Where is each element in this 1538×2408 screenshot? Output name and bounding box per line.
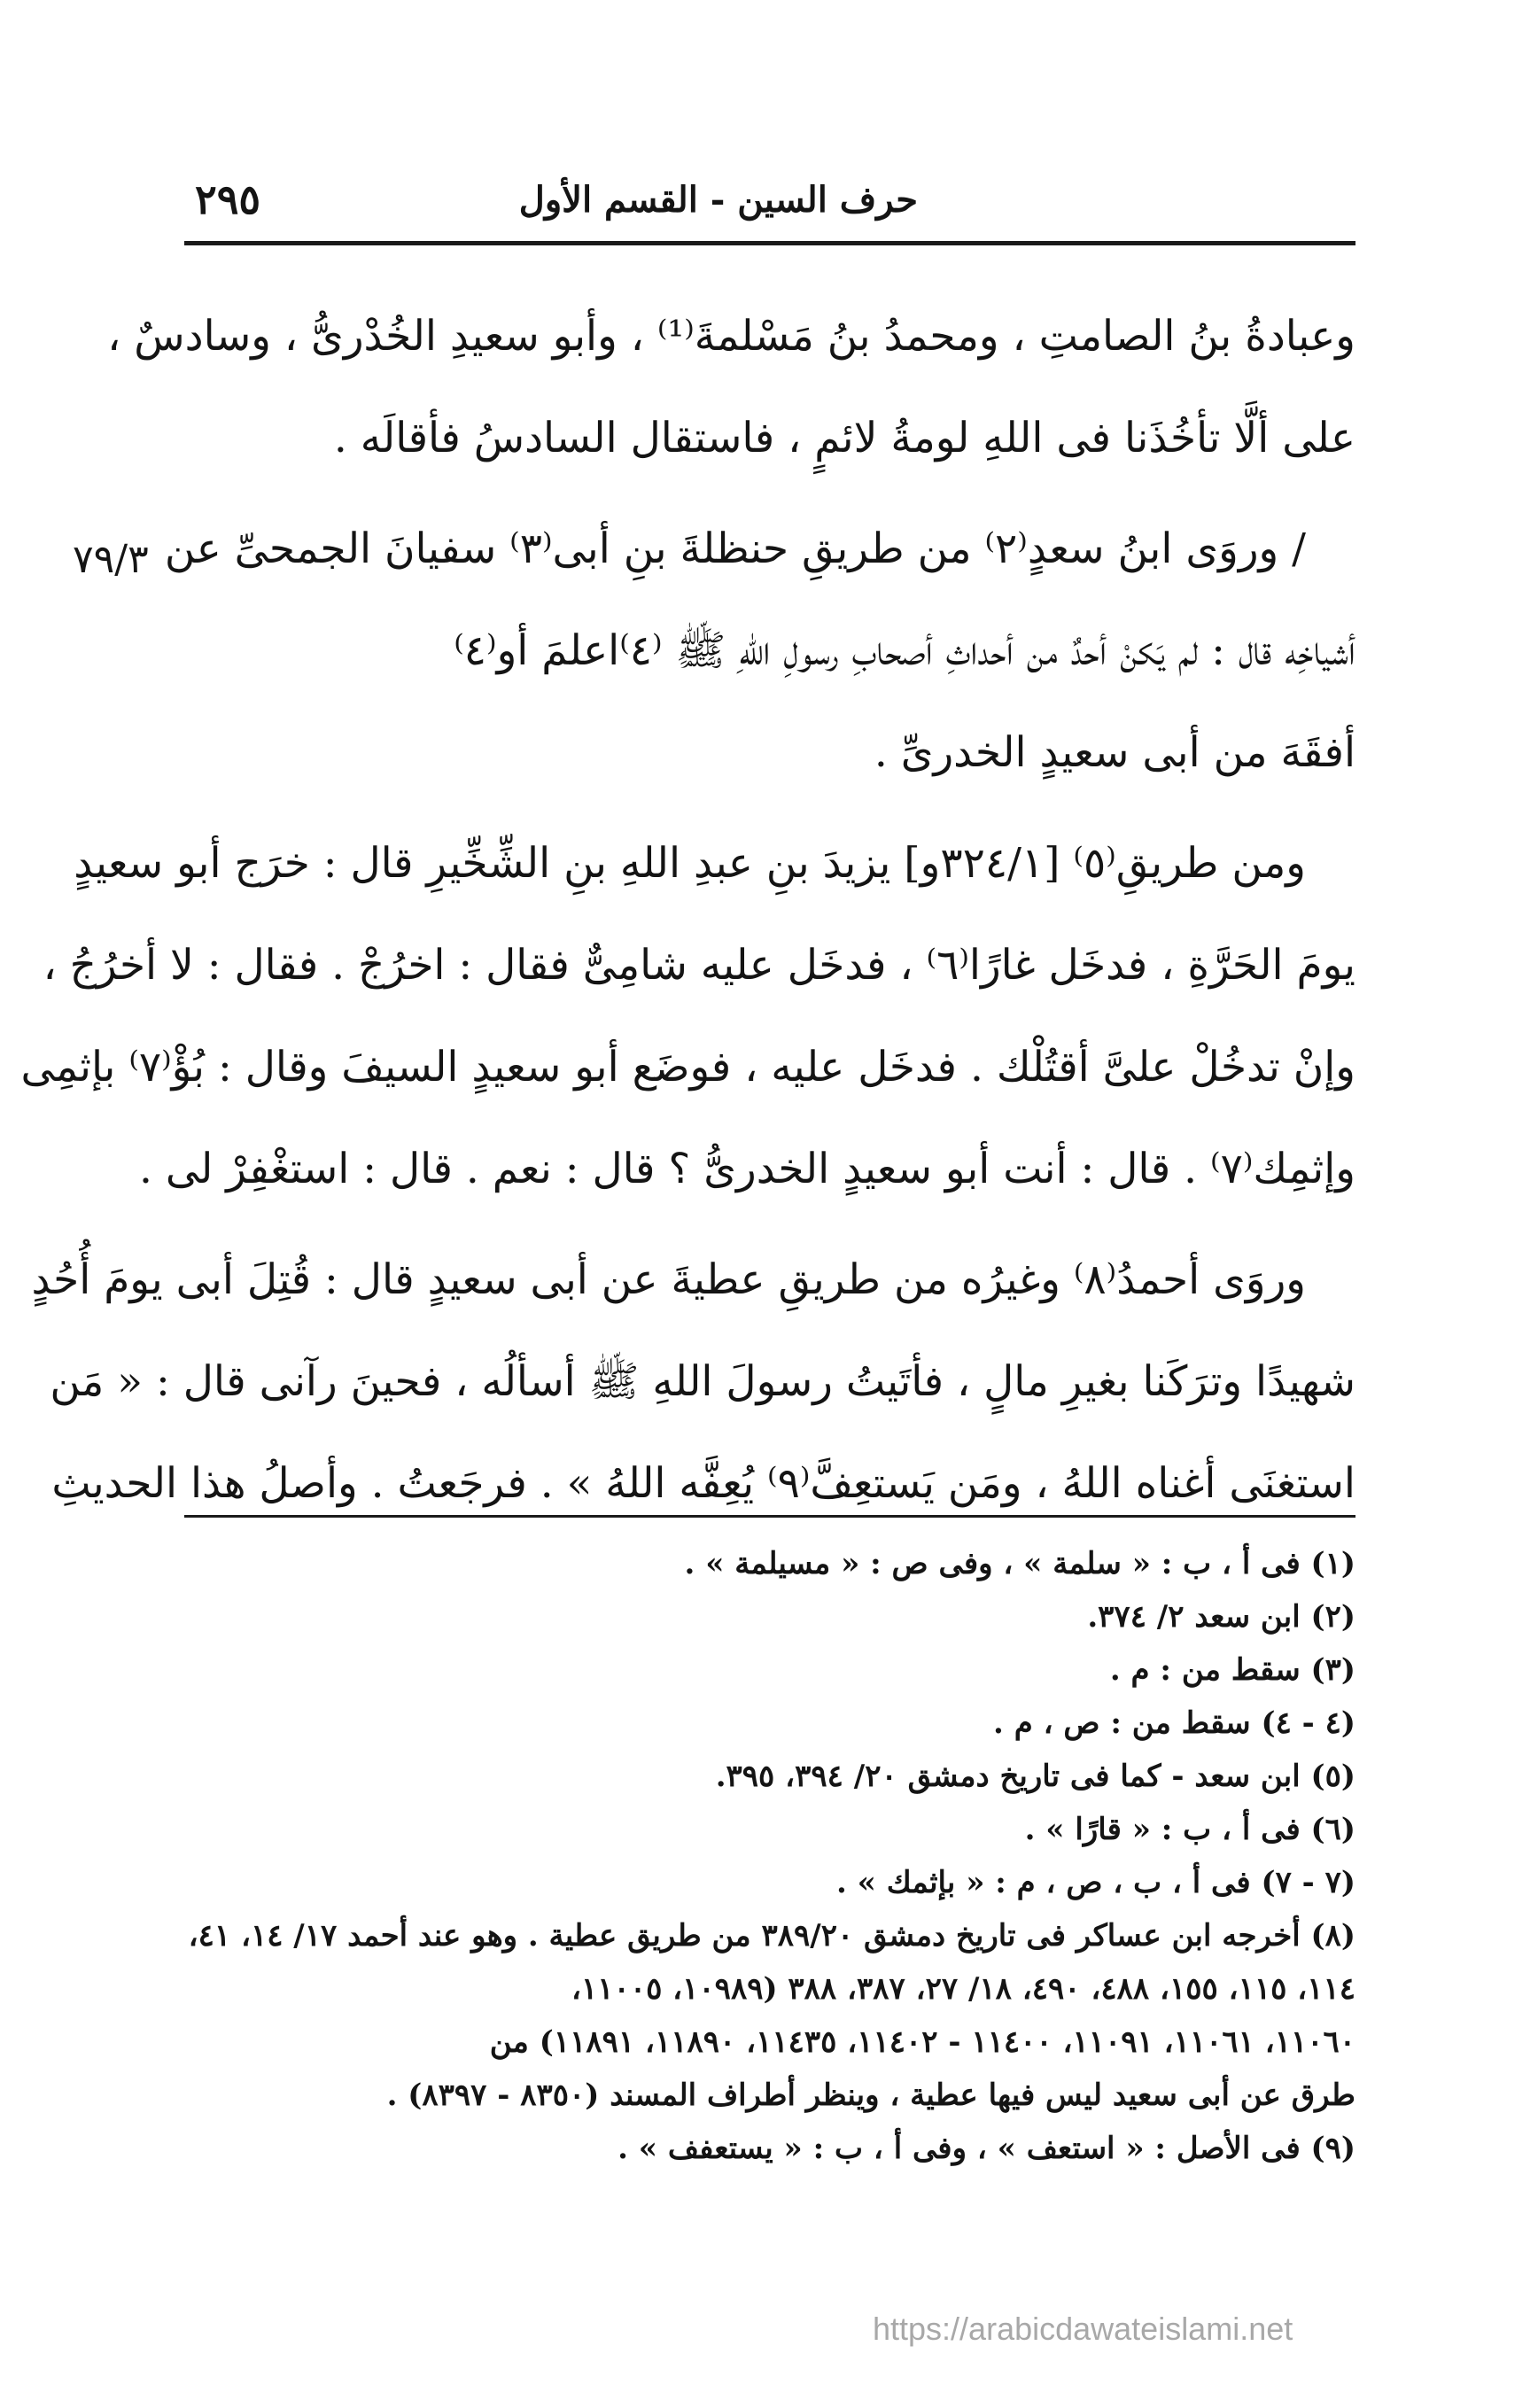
text-line: وإنْ تدخُلْ علىَّ أقتُلْك . فدخَل عليه ، فوضَع أبو سعيدٍ السيفَ وقال : بُؤْ⁽٧⁾ بإثمِى <box>20 1043 1355 1091</box>
source-watermark: https://arabicdawateislami.net <box>873 2311 1293 2347</box>
footnote-rule <box>184 1515 1355 1518</box>
text-line: استغنَى أغناه اللهُ ، ومَن يَستعِفَّ⁽٩⁾ يُعِفَّه اللهُ » . فرجَعتُ . وأصلُ هذا الحديثِ <box>51 1459 1355 1508</box>
footnote: (٦) فى أ ، ب : « قارًا » . <box>1024 1812 1355 1847</box>
header-title: حرف السين - القسم الأول <box>518 179 918 221</box>
footnote-continuation: ١١٠٦٠، ١١٠٦١، ١١٠٩١، ١١٤٠٠ - ١١٤٠٢، ١١٤٣٥، ١١٨٩٠، ١١٨٩١) من <box>489 2024 1355 2060</box>
running-header <box>184 174 1352 236</box>
text-line: ومن طريقِ⁽٥⁾ [٣٢٤/١و] يزيدَ بنِ عبدِ اللهِ بنِ الشِّخِّيرِ قال : خرَج أبو سعيدٍ <box>74 839 1306 888</box>
text-line: وإثمِك⁽٧⁾ . قال : أنت أبو سعيدٍ الخدرىُّ ؟ قال : نعم . قال : استغْفِرْ لى . <box>138 1145 1355 1193</box>
margin-reference: ٧٩/٣ <box>73 537 149 582</box>
text-line: أفقَهَ من أبى سعيدٍ الخدرىِّ . <box>874 728 1355 777</box>
text-line: يومَ الحَرَّةِ ، فدخَل غارًا⁽٦⁾ ، فدخَل عليه شامِىٌّ فقال : اخرُجْ . فقال : لا أخرُجُ ، <box>43 941 1355 990</box>
footnote: (٢) ابن سعد ٢/ ٣٧٤. <box>1087 1599 1355 1635</box>
footnote: (٧ - ٧) فى أ ، ب ، ص ، م : « بإثمك » . <box>836 1865 1355 1900</box>
footnote: (٣) سقط من : م . <box>1109 1652 1355 1688</box>
footnotes <box>184 1537 1355 2175</box>
footnote: (٨) أخرجه ابن عساكر فى تاريخ دمشق ٣٨٩/٢٠ من طريق عطية . وهو عند أحمد ١٧/ ١٤، ٤١، <box>188 1918 1355 1954</box>
text-line: وعبادةُ بنُ الصامتِ ، ومحمدُ بنُ مَسْلمةَ⁽¹⁾ ، وأبو سعيدِ الخُدْرىُّ ، وسادسٌ ، <box>107 312 1355 361</box>
text-line: شهيدًا وترَكَنا بغيرِ مالٍ ، فأتَيتُ رسولَ اللهِ ﷺ أسألُه ، فحينَ رآنى قال : « مَن <box>50 1357 1355 1406</box>
footnote-continuation: ١١٤، ١١٥، ١٥٥، ٤٨٨، ٤٩٠، ١٨/ ٢٧، ٣٨٧، ٣٨٨ (١٠٩٨٩، ١١٠٠٥، <box>571 1971 1355 2007</box>
footnote: (٩) فى الأصل : « استعف » ، وفى أ ، ب : « يستعفف » . <box>618 2131 1355 2166</box>
text-line: أشياخِه قال : لم يَكنْ أحدٌ من أحداثِ أصحابِ رسولِ اللهِ ﷺ ⁽٤⁾اعلمَ أو⁽٤⁾ <box>454 626 1355 675</box>
footnote: (٥) ابن سعد - كما فى تاريخ دمشق ٢٠/ ٣٩٤، ٣٩٥. <box>715 1759 1355 1794</box>
text-line: على ألَّا تأخُذَنا فى اللهِ لومةُ لائمٍ ، فاستقال السادسُ فأقالَه . <box>333 414 1355 462</box>
footnote: (١) فى أ ، ب : « سلمة » ، وفى ص : « مسيلمة » . <box>684 1546 1355 1581</box>
text-line: وروَى أحمدُ⁽٨⁾ وغيرُه من طريقِ عطيةَ عن أبى سعيدٍ قال : قُتِلَ أبى يومَ أُحُدٍ <box>31 1255 1306 1304</box>
footnote-continuation: طرق عن أبى سعيد ليس فيها عطية ، وينظر أطراف المسند (٨٣٥٠ - ٨٣٩٧) . <box>386 2078 1355 2113</box>
text-line: / وروَى ابنُ سعدٍ⁽٢⁾ من طريقِ حنظلةَ بنِ أبى⁽٣⁾ سفيانَ الجمحىِّ عن <box>164 524 1306 573</box>
footnote: (٤ - ٤) سقط من : ص ، م . <box>993 1705 1355 1741</box>
page-number: ٢٩٥ <box>195 175 261 223</box>
header-rule <box>184 241 1355 245</box>
